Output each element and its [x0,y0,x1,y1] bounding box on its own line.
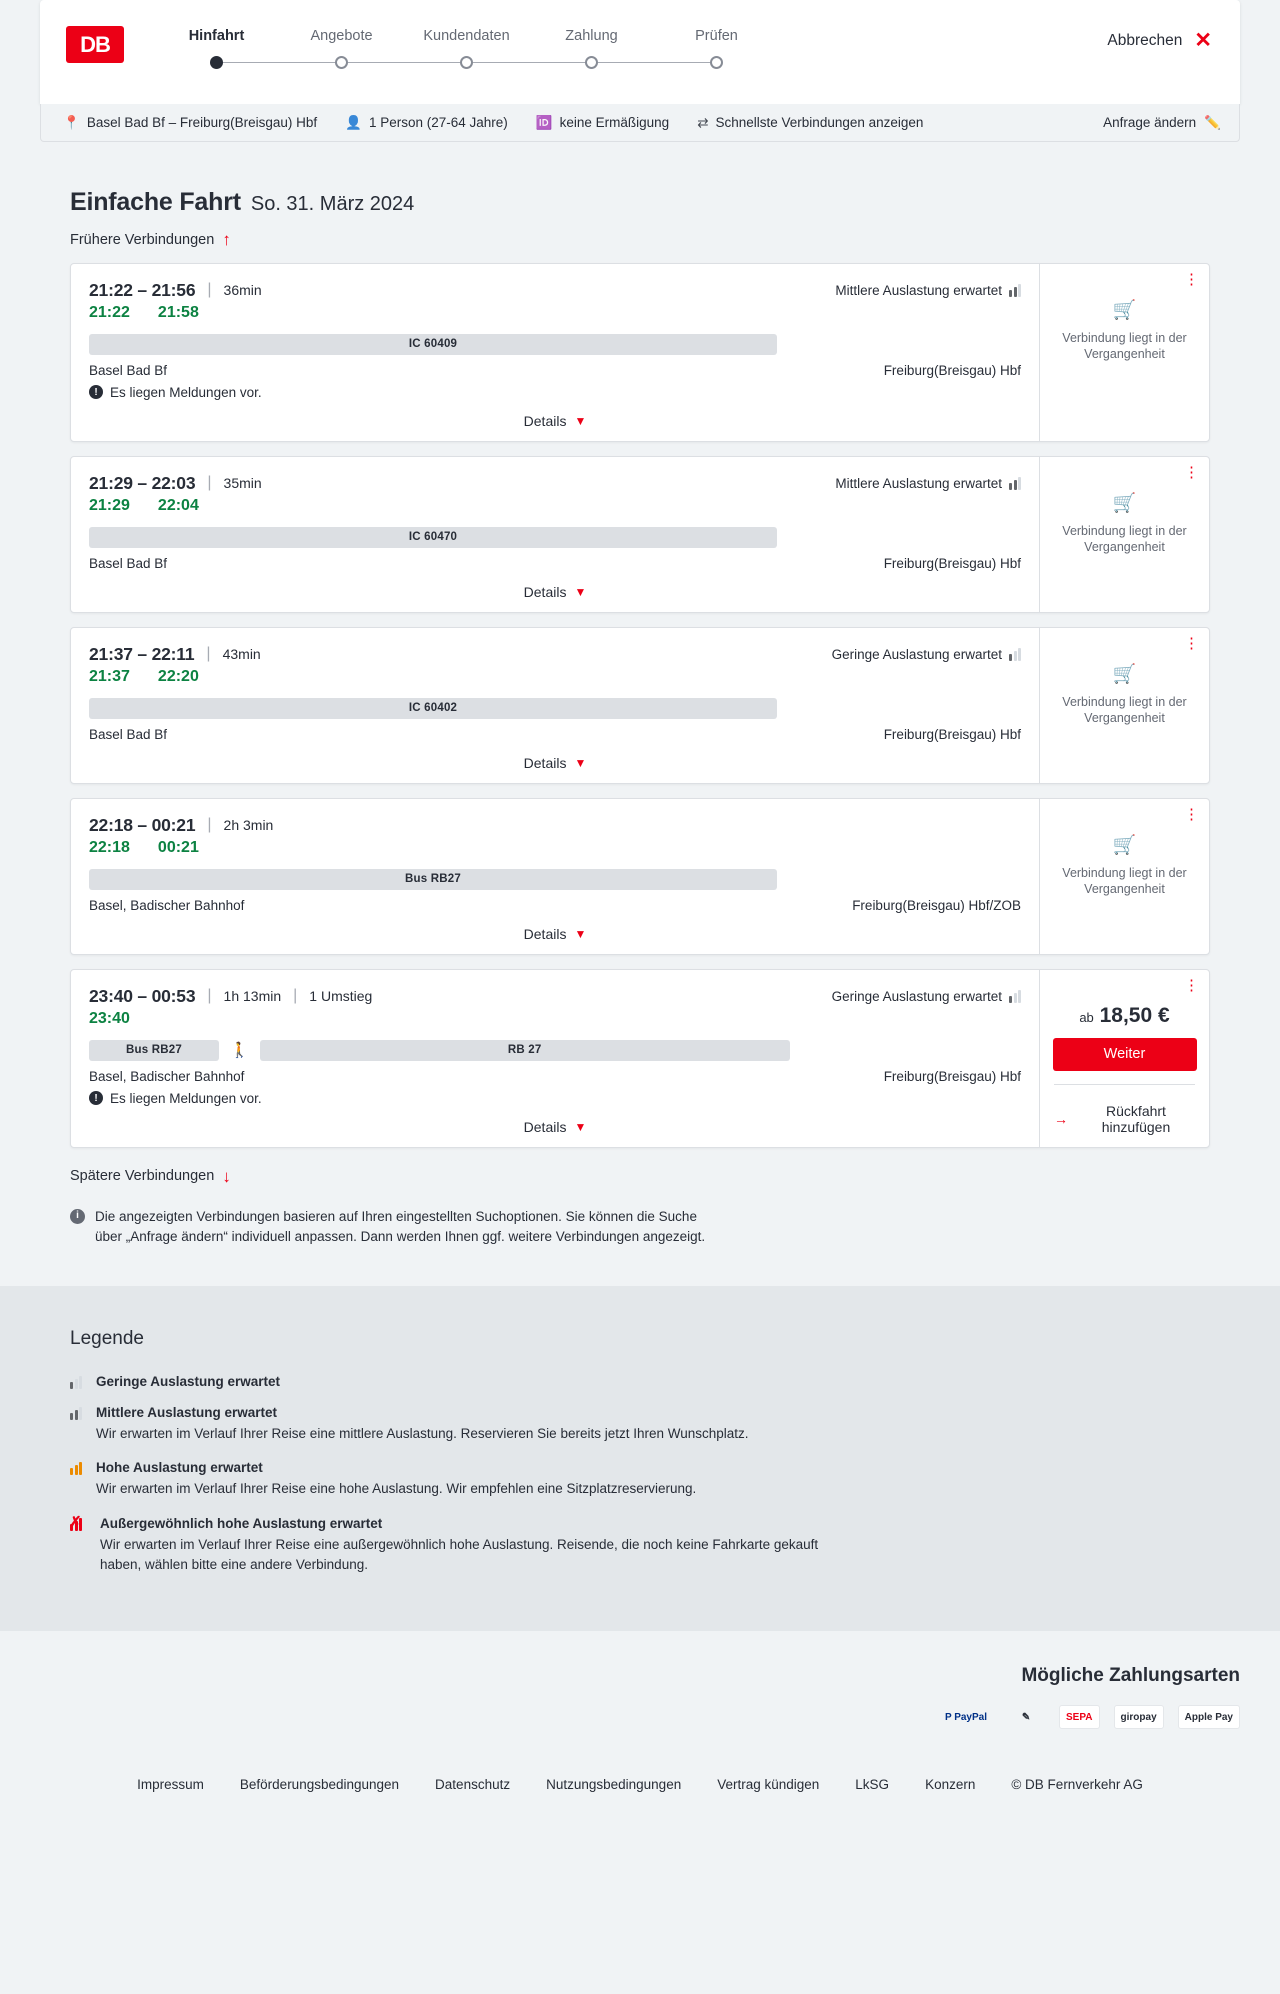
cart-icon: 🛒 [1112,663,1137,685]
payment-icon-giropay: giropay [1114,1705,1164,1729]
separator: | [207,816,212,833]
connection-details [71,628,1039,783]
details-toggle[interactable] [89,400,1021,441]
legend-item-description: Wir erwarten im Verlauf Ihrer Reise eine mittlere Auslastung. Reservieren Sie bereits jetzt Ihren Wunschplatz. [96,1426,749,1442]
destination-station: Freiburg(Breisgau) Hbf [883,1068,1021,1084]
add-return-trip-button[interactable] [1054,1084,1195,1137]
step-connector [592,62,717,63]
chevron-down-icon: ▼ [574,926,587,941]
journey-legs [89,334,1021,355]
legend-title: Legende [70,1328,144,1350]
cart-icon: 🛒 [1112,299,1137,321]
connection-offer [1039,799,1209,954]
details-label: Details [523,754,567,771]
page-title-date: So. 31. März 2024 [250,193,415,215]
footer-link-impressum[interactable]: Impressum [137,1777,204,1793]
actual-arrival: 21:58 [157,303,199,321]
payment-icon-sepa: SEPA [1059,1705,1100,1729]
cart-icon: 🛒 [1112,492,1137,514]
connection-details [71,799,1039,954]
cart-icon: 🛒 [1112,834,1137,856]
details-toggle[interactable] [89,571,1021,612]
add-return-trip-label: Rückfahrt hinzufügen [1101,1102,1171,1135]
earlier-connections-label: Frühere Verbindungen [70,231,215,248]
connection-actual-times [89,497,1021,515]
connection-details [71,457,1039,612]
more-options-icon[interactable]: ⋮ [1184,270,1199,288]
utilization-bars-icon [1009,477,1021,490]
journey-leg: Bus RB27 [89,1040,219,1061]
db-logo: DB [66,26,124,63]
destination-station: Freiburg(Breisgau) Hbf/ZOB [852,897,1021,913]
connection-card[interactable] [70,627,1210,784]
separator: | [207,987,212,1004]
journey-legs [89,698,1021,719]
step-label: Hinfahrt [188,28,245,44]
summary-passengers-label: 1 Person (27-64 Jahre) [368,115,508,130]
connection-card[interactable] [70,263,1210,442]
utilization-indicator [832,989,1021,1004]
close-icon[interactable]: ✕ [1194,29,1212,52]
connection-card[interactable] [70,969,1210,1148]
connection-header [89,280,1021,301]
step-label: Kundendaten [423,28,510,44]
connection-header [89,644,1021,665]
alert-icon: ! [89,385,103,399]
connection-time-span: 21:29 – 22:03 [89,472,196,493]
step-connector [217,62,342,63]
step-label: Angebote [310,28,373,44]
utilization-bars-icon [1009,648,1021,661]
station-row [89,727,1021,742]
actual-departure: 21:29 [89,496,130,514]
utilization-bars-icon [1009,284,1021,297]
utilization-label: Mittlere Auslastung erwartet [835,475,1002,491]
search-summary-bar [40,104,1240,142]
footer-links [0,1755,1280,1826]
connection-time-span: 21:37 – 22:11 [89,643,195,664]
step-label: Zahlung [565,28,618,44]
connection-actual-times [89,304,1021,322]
price: ab 18,50 € [1079,1003,1170,1027]
checkout-stepper [154,28,779,70]
connection-card[interactable] [70,798,1210,955]
legend-item-title: Geringe Auslastung erwartet [96,1374,281,1390]
step-zahlung[interactable] [529,28,654,70]
cancel-button[interactable] [1107,30,1212,51]
price-prefix: ab [1079,1009,1094,1025]
footer-copyright: © DB Fernverkehr AG [1011,1777,1143,1793]
location-pin-icon: 📍 [63,114,80,130]
more-options-icon[interactable]: ⋮ [1184,634,1199,652]
legend-item [70,1374,1210,1389]
connection-changes: 1 Umstieg [309,988,373,1004]
connection-duration: 43min [222,646,261,662]
legend-section [0,1286,1280,1631]
connection-time-span: 23:40 – 00:53 [89,985,196,1006]
connection-header [89,473,1021,494]
page-title-text: Einfache Fahrt [70,188,241,216]
connection-details [71,970,1039,1147]
destination-station: Freiburg(Breisgau) Hbf [883,726,1021,742]
actual-departure: 21:37 [89,667,130,685]
utilization-indicator [835,283,1021,298]
utilization-label: Geringe Auslastung erwartet [831,646,1002,662]
search-hint-text: Die angezeigten Verbindungen basieren auf Ihren eingestellten Suchoptionen. Sie können die Suche über „Anfrage ändern“ individuell anpassen. Dann werden Ihnen ggf. weitere Verbindungen angezeigt. [95,1209,706,1244]
connection-details [71,264,1039,441]
utilization-bars-icon [70,1407,82,1420]
journey-leg: IC 60470 [89,527,777,548]
payment-title: Mögliche Zahlungsarten [1021,1665,1240,1687]
shuffle-icon: ⇄ [697,114,709,130]
pencil-icon[interactable]: ✏️ [1204,114,1221,130]
connection-actual-times [89,668,1021,686]
more-options-icon[interactable]: ⋮ [1184,805,1199,823]
journey-legs [89,869,1021,890]
chevron-down-icon: ▼ [574,755,587,770]
origin-station: Basel Bad Bf [89,555,168,571]
footer-link-vertrag-kndigen[interactable]: Vertrag kündigen [717,1777,820,1793]
app-header [40,0,1240,104]
journey-leg: RB 27 [260,1040,790,1061]
separator: | [293,987,298,1004]
utilization-label: Geringe Auslastung erwartet [831,988,1002,1004]
utilization-bars-icon [70,1376,82,1389]
details-toggle[interactable] [89,913,1021,954]
station-row [89,556,1021,571]
connection-offer [1039,628,1209,783]
origin-station: Basel Bad Bf [89,362,168,378]
bahncard-icon: 🆔 [535,114,553,130]
connection-duration: 36min [223,282,262,298]
past-connection-label: Verbindung liegt in der Vergangenheit [1062,330,1187,362]
separator: | [206,645,211,662]
station-row [89,1069,1021,1084]
actual-departure: 23:40 [89,1009,130,1027]
more-options-icon[interactable]: ⋮ [1184,463,1199,481]
payment-icon-lastschrift: ✎ [1021,1711,1031,1723]
walk-icon: 🚶 [230,1042,249,1059]
journey-leg: IC 60409 [89,334,777,355]
legend-item-title: Hohe Auslastung erwartet [96,1460,263,1476]
earlier-connections-button[interactable] [70,231,231,248]
destination-station: Freiburg(Breisgau) Hbf [883,362,1021,378]
connection-actual-times [89,839,1021,857]
actual-departure: 22:18 [89,838,130,856]
main-content [0,188,1280,1246]
step-kundendaten[interactable] [404,28,529,70]
arrow-right-icon: → [1054,1110,1068,1127]
legend-item-description: Wir erwarten im Verlauf Ihrer Reise eine hohe Auslastung. Wir empfehlen eine Sitzplatzreservierung. [96,1481,697,1497]
payment-icon-apple-pay: Apple Pay [1178,1705,1240,1729]
connection-header [89,815,1021,836]
utilization-indicator [832,647,1021,662]
summary-discount [522,115,683,131]
journey-legs [89,1040,1021,1061]
summary-option-label: Schnellste Verbindungen anzeigen [715,115,924,130]
info-icon: i [70,1209,85,1224]
footer-link-lksg[interactable]: LkSG [855,1777,890,1793]
connection-message-text: Es liegen Meldungen vor. [110,384,262,400]
details-toggle[interactable] [89,1106,1021,1147]
legend-item [70,1460,1210,1499]
connection-header [89,986,1021,1007]
legend-item-title: Mittlere Auslastung erwartet [96,1405,278,1421]
connection-duration: 35min [223,475,262,491]
connection-list [40,263,1240,1148]
legend-item [70,1405,1210,1444]
actual-arrival: 22:20 [157,667,199,685]
utilization-bars-icon: ✗ [69,1513,82,1531]
step-prüfen[interactable] [654,28,779,70]
actual-departure: 21:22 [89,303,130,321]
step-label: Prüfen [695,28,738,44]
arrow-down-icon: ↓ [222,1166,231,1186]
details-toggle[interactable] [89,742,1021,783]
later-connections-label: Spätere Verbindungen [70,1168,215,1184]
page-title [70,188,1240,217]
connection-duration: 2h 3min [223,817,274,833]
step-angebote[interactable] [279,28,404,70]
past-connection-label: Verbindung liegt in der Vergangenheit [1062,694,1187,726]
step-dot-icon [210,56,223,69]
connection-message-text: Es liegen Meldungen vor. [110,1090,262,1106]
station-row [89,363,1021,378]
details-label: Details [523,1118,567,1135]
legend-item-description: Wir erwarten im Verlauf Ihrer Reise eine außergewöhnlich hohe Auslastung. Reisende, die noch keine Fahrkarte gekauft haben, wählen bitte eine andere Verbindung. [100,1536,819,1572]
connection-duration: 1h 13min [223,988,282,1004]
past-connection-label: Verbindung liegt in der Vergangenheit [1062,865,1187,897]
step-dot-icon [585,56,598,69]
connection-message [89,1091,1021,1106]
journey-legs [89,527,1021,548]
summary-discount-label: keine Ermäßigung [559,115,670,130]
separator: | [207,474,212,491]
footer-link-nutzungsbedingungen[interactable]: Nutzungsbedingungen [546,1777,682,1793]
payment-icons [939,1705,1240,1729]
summary-passengers [331,115,522,131]
legend-item-title: Außergewöhnlich hohe Auslastung erwartet [100,1515,383,1531]
person-icon: 👤 [345,114,362,130]
summary-route-label: Basel Bad Bf – Freiburg(Breisgau) Hbf [86,115,318,130]
change-request-button[interactable] [1103,115,1221,131]
journey-leg: Bus RB27 [89,869,777,890]
footer-link-konzern[interactable]: Konzern [925,1777,976,1793]
search-hint [70,1207,710,1246]
details-label: Details [523,412,567,429]
separator: | [207,281,212,298]
utilization-bars-icon [1009,990,1021,1003]
summary-route [57,115,331,131]
step-connector [342,62,467,63]
more-options-icon[interactable]: ⋮ [1184,976,1199,994]
utilization-label: Mittlere Auslastung erwartet [835,282,1002,298]
destination-station: Freiburg(Breisgau) Hbf [883,555,1021,571]
legend-items [70,1374,1210,1575]
step-dot-icon [460,56,473,69]
actual-arrival: 00:21 [157,838,199,856]
alert-icon: ! [89,1091,103,1105]
actual-arrival: 22:04 [157,496,199,514]
legend-item [69,1513,1210,1576]
chevron-down-icon: ▼ [574,584,587,599]
chevron-down-icon: ▼ [574,413,587,428]
footer-link-befrderungsbedingungen[interactable]: Beförderungsbedingungen [239,1777,400,1793]
chevron-down-icon: ▼ [574,1119,587,1134]
step-dot-icon [335,56,348,69]
arrow-up-icon: ↑ [222,230,231,249]
connection-offer [1039,264,1209,441]
utilization-indicator [835,476,1021,491]
details-label: Details [523,925,567,942]
station-row [89,898,1021,913]
connection-offer [1039,457,1209,612]
step-hinfahrt[interactable] [154,28,279,70]
origin-station: Basel Bad Bf [89,726,168,742]
connection-time-span: 22:18 – 00:21 [89,814,196,835]
payment-section [0,1631,1280,1755]
connection-time-span: 21:22 – 21:56 [89,279,196,300]
connection-card[interactable] [70,456,1210,613]
origin-station: Basel, Badischer Bahnhof [89,1068,245,1084]
journey-leg: IC 60402 [89,698,777,719]
past-connection-label: Verbindung liegt in der Vergangenheit [1062,523,1187,555]
payment-icon-paypal: P PayPal [944,1711,988,1723]
origin-station: Basel, Badischer Bahnhof [89,897,245,913]
summary-option [683,115,937,131]
details-label: Details [523,583,567,600]
footer-link-datenschutz[interactable]: Datenschutz [435,1777,511,1793]
connection-message [89,385,1021,400]
connection-actual-times [89,1010,1021,1028]
cancel-label: Abbrechen [1107,31,1183,49]
change-request-label: Anfrage ändern [1103,115,1197,130]
continue-button[interactable]: Weiter [1053,1038,1197,1071]
step-connector [467,62,592,63]
later-connections-button[interactable] [70,1168,231,1185]
step-dot-icon [710,56,723,69]
utilization-bars-icon [70,1462,82,1475]
connection-offer [1039,970,1209,1147]
